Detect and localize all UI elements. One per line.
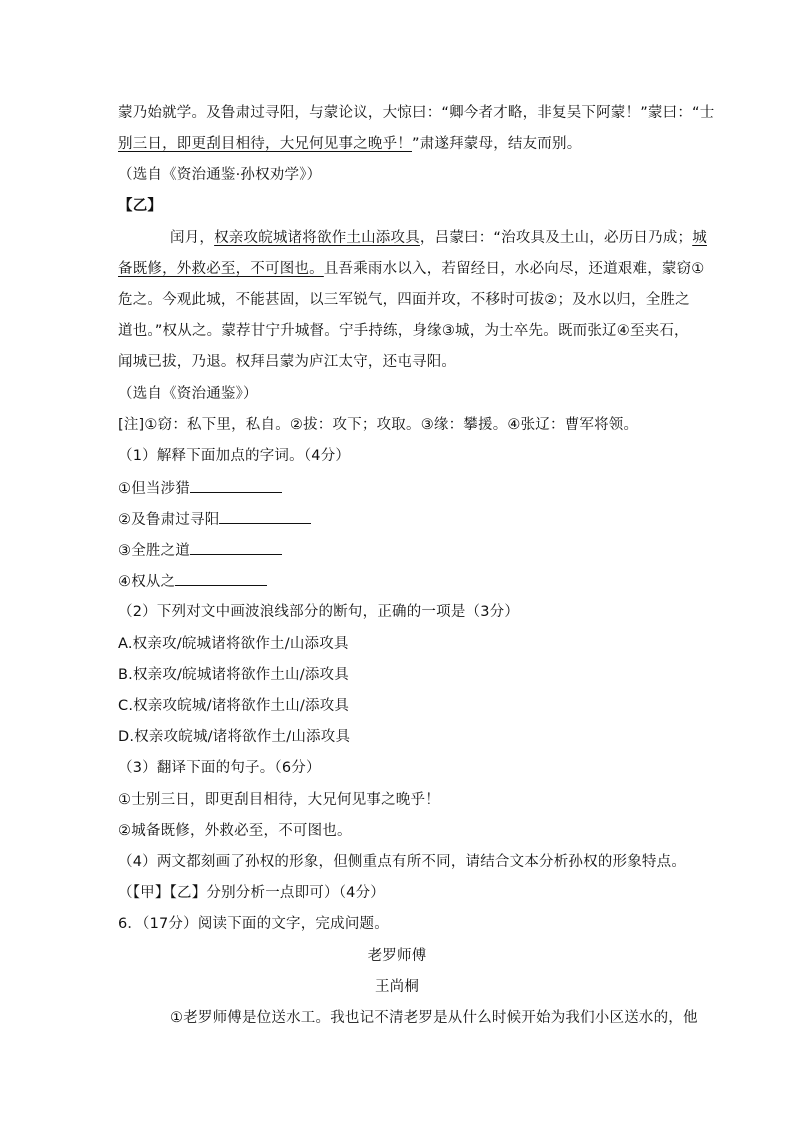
answer-blank[interactable] bbox=[175, 571, 267, 586]
question-1-item: ④权从之 bbox=[118, 571, 267, 592]
wavy-underlined-phrase: 权亲攻皖城诸将欲作土山添攻具 bbox=[214, 230, 420, 246]
passage-a-line-2: 别三日，即更刮目相待，大兄何见事之晚乎！”肃遂拜蒙母，结友而别。 bbox=[118, 136, 582, 152]
passage-b-heading: 【乙】 bbox=[118, 198, 163, 214]
passage-b-source: （选自《资治通鉴》） bbox=[118, 386, 258, 402]
passage-b-line-3: 危之。今观此城，不能甚固，以三军锐气，四面并攻，不移时可拔②；及水以归，全胜之 bbox=[118, 292, 690, 308]
answer-blank[interactable] bbox=[190, 540, 282, 555]
passage-b-line-5: 闻城已拔，乃退。权拜吕蒙为庐江太守，还屯寻阳。 bbox=[118, 354, 457, 370]
question-2-option-d: D.权亲攻皖城/诸将欲作土/山添攻具 bbox=[118, 729, 351, 745]
question-4-line-2: （【甲】【乙】分别分析一点即可）（4分） bbox=[118, 885, 385, 901]
passage-b-line-4: 道也。”权从之。蒙荐甘宁升城督。宁手持练，身缘③城，为士卒先。既而张辽④至夹石， bbox=[118, 323, 689, 339]
article-paragraph-1: ①老罗师傅是位送水工。我也记不清老罗是从什么时候开始为我们小区送水的，他 bbox=[170, 1010, 698, 1026]
question-2-option-b: B.权亲攻/皖城诸将欲作土山/添攻具 bbox=[118, 667, 349, 683]
underlined-sentence: 别三日，即更刮目相待，大兄何见事之晚乎！ bbox=[118, 136, 412, 152]
answer-blank[interactable] bbox=[219, 509, 311, 524]
question-1-item: ③全胜之道 bbox=[118, 540, 282, 561]
passage-b-line-1: 闰月，权亲攻皖城诸将欲作土山添攻具，吕蒙曰：“治攻具及土山，必历日乃成；城 bbox=[170, 230, 707, 246]
article-title: 老罗师傅 bbox=[367, 948, 427, 964]
question-1-title: （1）解释下面加点的字词。（4分） bbox=[118, 448, 351, 464]
passage-b-line-2: 备既修，外救必至，不可图也。且吾乘雨水以入，若留经日，水必向尽，还道艰难，蒙窃① bbox=[118, 261, 705, 277]
article-author: 王尚桐 bbox=[374, 979, 420, 995]
question-2-title: （2）下列对文中画波浪线部分的断句，正确的一项是（3分） bbox=[118, 604, 520, 620]
passage-b-note: [注]①窃：私下里，私自。②拔：攻下；攻取。③缘：攀援。④张辽：曹军将领。 bbox=[118, 417, 639, 433]
section-6-intro: 6．（17分）阅读下面的文字，完成问题。 bbox=[118, 916, 389, 932]
question-3-item: ①士别三日，即更刮目相待，大兄何见事之晚乎！ bbox=[118, 792, 440, 808]
question-2-option-c: C.权亲攻皖城/诸将欲作土山/添攻具 bbox=[118, 698, 350, 714]
question-1-item: ②及鲁肃过寻阳 bbox=[118, 509, 311, 530]
question-2-option-a: A.权亲攻/皖城诸将欲作土/山添攻具 bbox=[118, 636, 349, 652]
passage-a-line-1: 蒙乃始就学。及鲁肃过寻阳，与蒙论议，大惊曰：“卿今者才略，非复吴下阿蒙！”蒙曰：“士 bbox=[118, 105, 715, 121]
underlined-sentence: 备既修，外救必至，不可图也。 bbox=[118, 261, 324, 277]
question-3-item: ②城备既修，外救必至，不可图也。 bbox=[118, 823, 352, 839]
passage-a-source: （选自《资治通鉴·孙权劝学》） bbox=[118, 167, 322, 183]
question-3-title: （3）翻译下面的句子。（6分） bbox=[118, 760, 321, 776]
answer-blank[interactable] bbox=[190, 478, 282, 493]
question-1-item: ①但当涉猎 bbox=[118, 478, 282, 499]
question-4-line-1: （4）两文都刻画了孙权的形象，但侧重点有所不同，请结合文本分析孙权的形象特点。 bbox=[118, 854, 687, 870]
